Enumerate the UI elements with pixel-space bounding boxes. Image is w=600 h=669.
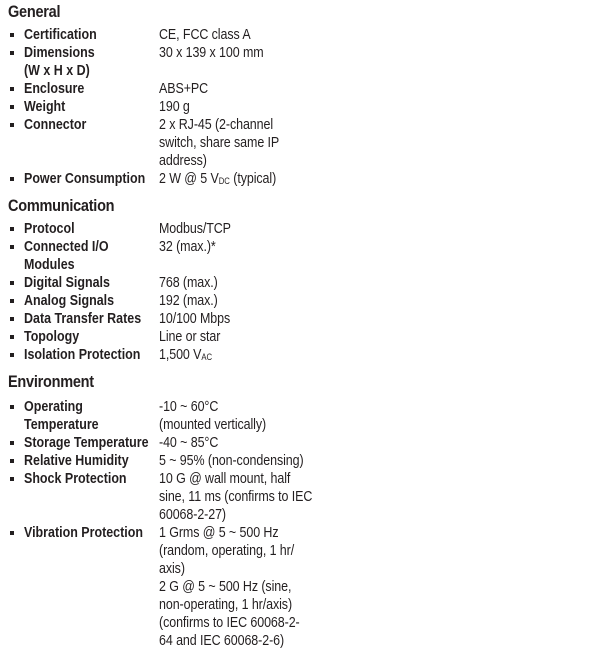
spec-value: 768 (max.) xyxy=(159,275,218,291)
spec-value xyxy=(159,398,322,434)
section-general xyxy=(8,0,598,190)
spec-value-line: (confirms to IEC 60068-2- xyxy=(159,615,300,631)
spec-sheet xyxy=(8,0,598,650)
spec-label: Data Transfer Rates xyxy=(24,311,142,327)
spec-label-line: Temperature xyxy=(24,417,99,433)
spec-value-line: (random, operating, 1 hr/ xyxy=(159,543,295,559)
spec-value-line: 10 G @ wall mount, half xyxy=(159,471,291,487)
spec-label-line: Operating xyxy=(24,399,83,415)
spec-value: Line or star xyxy=(159,329,221,345)
spec-value-line: 1 Grms @ 5 ~ 500 Hz xyxy=(159,525,279,541)
spec-label: Vibration Protection xyxy=(24,525,143,541)
spec-row-storage-temperature xyxy=(8,434,598,452)
section-title-communication: Communication xyxy=(8,197,115,215)
spec-value: 192 (max.) xyxy=(159,293,218,309)
bullet-icon xyxy=(10,459,14,463)
bullet-icon xyxy=(10,177,14,181)
spec-value: 32 (max.)* xyxy=(159,239,216,255)
spec-value: 190 g xyxy=(159,99,190,115)
spec-label: Topology xyxy=(24,329,80,345)
spec-value: ABS+PC xyxy=(159,81,209,97)
spec-label: Certification xyxy=(24,27,97,43)
spec-value-subscript: AC xyxy=(201,352,213,362)
spec-label-line: (W x H x D) xyxy=(24,63,90,79)
spec-row-connector xyxy=(8,116,598,170)
bullet-icon xyxy=(10,353,14,357)
spec-label: Protocol xyxy=(24,221,75,237)
spec-value xyxy=(159,116,322,170)
spec-row-data-transfer-rates xyxy=(8,310,598,328)
spec-value: 30 x 139 x 100 mm xyxy=(159,45,264,61)
spec-value-line: 64 and IEC 60068-2-6) xyxy=(159,633,285,649)
spec-value: CE, FCC class A xyxy=(159,27,251,43)
spec-list-communication xyxy=(8,220,598,366)
spec-row-certification xyxy=(8,26,598,44)
spec-value: -40 ~ 85°C xyxy=(159,435,219,451)
spec-value xyxy=(159,470,322,524)
spec-value xyxy=(159,524,322,650)
bullet-icon xyxy=(10,51,14,55)
spec-value-line: address) xyxy=(159,153,207,169)
spec-value xyxy=(159,170,322,190)
bullet-icon xyxy=(10,405,14,409)
section-environment xyxy=(8,370,598,650)
spec-value xyxy=(159,346,322,366)
spec-row-relative-humidity xyxy=(8,452,598,470)
spec-value-line: 60068-2-27) xyxy=(159,507,226,523)
spec-row-topology xyxy=(8,328,598,346)
spec-value-text: 1,500 V xyxy=(159,347,202,363)
bullet-icon xyxy=(10,317,14,321)
spec-label-line: Connected I/O xyxy=(24,239,109,255)
spec-value-line: sine, 11 ms (confirms to IEC xyxy=(159,489,313,505)
spec-label-line: Modules xyxy=(24,257,75,273)
bullet-icon xyxy=(10,105,14,109)
bullet-icon xyxy=(10,335,14,339)
bullet-icon xyxy=(10,477,14,481)
spec-value: 10/100 Mbps xyxy=(159,311,231,327)
spec-label: Connector xyxy=(24,117,87,133)
spec-value-line: switch, share same IP xyxy=(159,135,280,151)
spec-value: Modbus/TCP xyxy=(159,221,231,237)
bullet-icon xyxy=(10,123,14,127)
spec-value-text: 2 W @ 5 V xyxy=(159,171,219,187)
spec-row-vibration-protection xyxy=(8,524,598,650)
bullet-icon xyxy=(10,33,14,37)
spec-row-dimensions xyxy=(8,44,598,80)
spec-label: Power Consumption xyxy=(24,171,146,187)
spec-row-weight xyxy=(8,98,598,116)
spec-value-line: (mounted vertically) xyxy=(159,417,267,433)
spec-row-shock-protection xyxy=(8,470,598,524)
spec-value-line: 2 x RJ-45 (2-channel xyxy=(159,117,274,133)
spec-row-digital-signals xyxy=(8,274,598,292)
bullet-icon xyxy=(10,245,14,249)
bullet-icon xyxy=(10,299,14,303)
spec-value: 5 ~ 95% (non-condensing) xyxy=(159,453,304,469)
bullet-icon xyxy=(10,281,14,285)
bullet-icon xyxy=(10,227,14,231)
spec-value-line: axis) xyxy=(159,561,185,577)
spec-row-protocol xyxy=(8,220,598,238)
spec-row-enclosure xyxy=(8,80,598,98)
spec-value-subscript: DC xyxy=(218,176,230,186)
spec-row-connected-io xyxy=(8,238,598,274)
spec-label: Storage Temperature xyxy=(24,435,149,451)
spec-value-line: -10 ~ 60°C xyxy=(159,399,219,415)
bullet-icon xyxy=(10,441,14,445)
spec-row-operating-temperature xyxy=(8,398,598,434)
spec-value-text: (typical) xyxy=(229,171,277,187)
spec-label-line: Dimensions xyxy=(24,45,95,61)
section-title-environment: Environment xyxy=(8,373,94,391)
spec-list-general xyxy=(8,26,598,190)
spec-label: Analog Signals xyxy=(24,293,115,309)
spec-value-line: non-operating, 1 hr/axis) xyxy=(159,597,293,613)
spec-list-environment xyxy=(8,398,598,650)
spec-label: Enclosure xyxy=(24,81,85,97)
spec-label: Relative Humidity xyxy=(24,453,129,469)
spec-label: Isolation Protection xyxy=(24,347,141,363)
spec-value-line: 2 G @ 5 ~ 500 Hz (sine, xyxy=(159,579,292,595)
section-title-general: General xyxy=(8,3,61,21)
spec-row-isolation-protection xyxy=(8,346,598,366)
spec-label: Weight xyxy=(24,99,66,115)
section-communication xyxy=(8,194,598,366)
spec-label: Shock Protection xyxy=(24,471,127,487)
spec-row-power-consumption xyxy=(8,170,598,190)
spec-row-analog-signals xyxy=(8,292,598,310)
spec-label: Digital Signals xyxy=(24,275,110,291)
bullet-icon xyxy=(10,531,14,535)
bullet-icon xyxy=(10,87,14,91)
